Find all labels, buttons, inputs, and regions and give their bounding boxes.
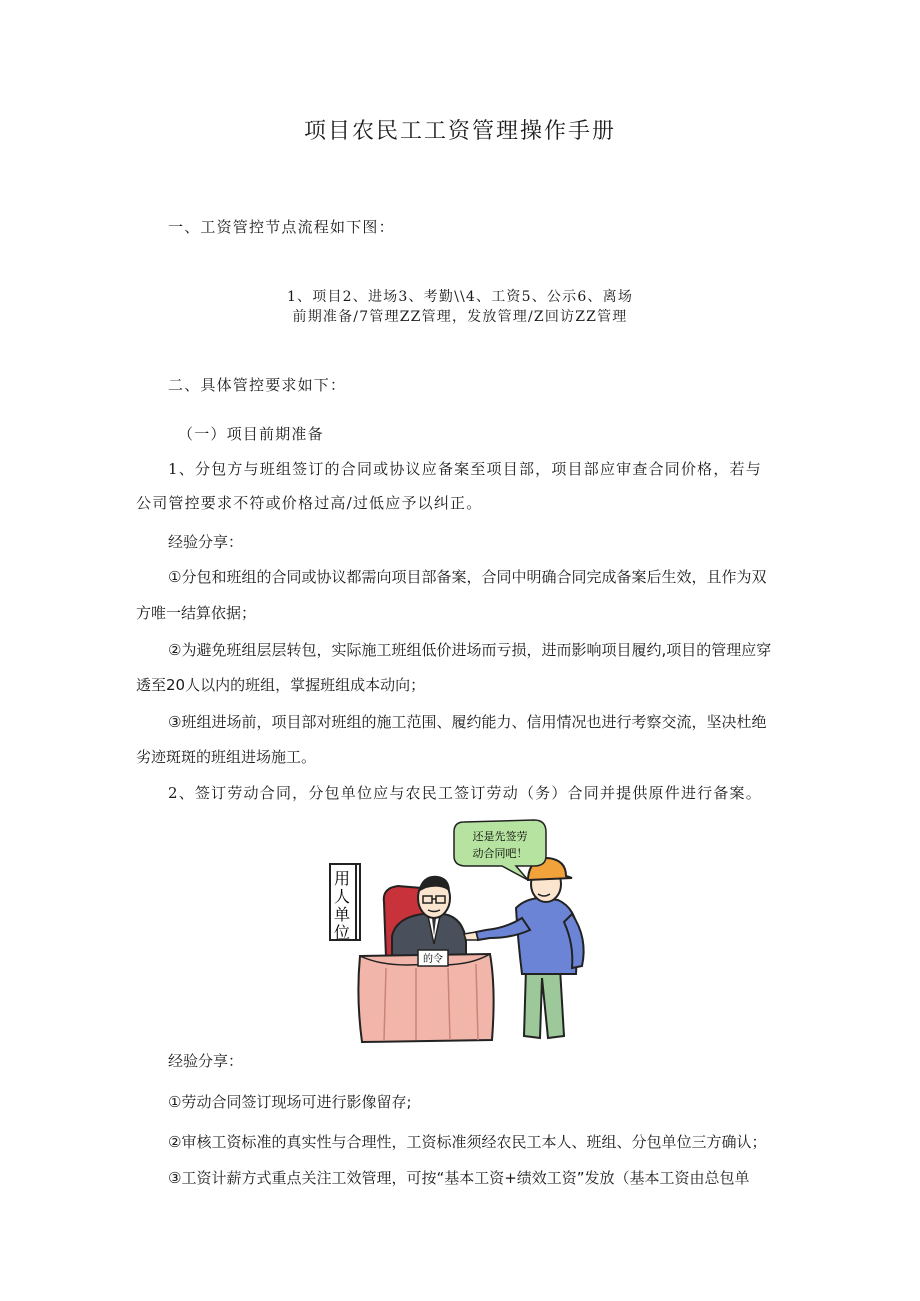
table [358, 954, 493, 1042]
contract-experience-3: ③工资计薪方式重点关注工效管理，可按“基本工资+绩效工资”发放（基本工资由总包单 [168, 1169, 750, 1187]
flow-line-2: 前期准备/7管理ZZ管理，发放管理/Z回访ZZ管理 [292, 309, 628, 325]
contract-illustration [326, 818, 604, 1050]
item1-line2: 公司管控要求不符或价格过高/过低应予以纠正。 [136, 494, 483, 512]
contract-experience-1: ①劳动合同签订现场可进行影像留存; [168, 1093, 412, 1111]
experience-label-1: 经验分享： [168, 533, 244, 551]
contract-experience-2: ②审核工资标准的真实性与合理性，工资标准须经农民工本人、班组、分包单位三方确认； [168, 1133, 767, 1151]
experience-2-line2: 透至20人以内的班组，掌握班组成本动向； [136, 676, 426, 694]
sign-text-2: 人 [333, 887, 351, 906]
sign-text-1: 用 [333, 869, 351, 888]
document-title: 项目农民工工资管理操作手册 [303, 119, 616, 144]
bubble-line-1: 还是先签劳 [472, 830, 528, 843]
subsection-1-heading: （一）项目前期准备 [178, 425, 324, 443]
worker-pants [524, 968, 564, 1038]
experience-1-line2: 方唯一结算依据； [136, 604, 257, 622]
sign-text-4: 位 [333, 923, 351, 942]
experience-3-line2: 劣迹斑斑的班组进场施工。 [136, 748, 317, 766]
illustration-svg [326, 818, 604, 1050]
item2-line: 2、签订劳动合同，分包单位应与农民工签订劳动（务）合同并提供原件进行备案。 [168, 784, 762, 802]
experience-3-line1: ③班组进场前，项目部对班组的施工范围、履约能力、信用情况也进行考察交流，坚决杜绝 [168, 713, 767, 731]
section1-heading: 一、工资管控节点流程如下图： [168, 218, 395, 236]
item1-line1: 1、分包方与班组签订的合同或协议应备案至项目部，项目部应审查合同价格，若与 [168, 460, 762, 478]
section2-heading: 二、具体管控要求如下： [168, 376, 347, 394]
bubble-line-2: 动合同吧！ [472, 847, 528, 860]
flow-line-1: 1、项目2、进场3、考勤\\4、工资5、公示6、离场 [286, 289, 634, 305]
sign-text-3: 单 [333, 905, 351, 924]
nameplate-text: 的令 [423, 954, 443, 965]
experience-1-line1: ①分包和班组的合同或协议都需向项目部备案，合同中明确合同完成备案后生效，且作为双 [168, 568, 767, 586]
experience-2-line1: ②为避免班组层层转包，实际施工班组低价进场而亏损，进而影响项目履约,项目的管理应穿 [168, 641, 772, 659]
experience-label-2: 经验分享： [168, 1052, 244, 1070]
